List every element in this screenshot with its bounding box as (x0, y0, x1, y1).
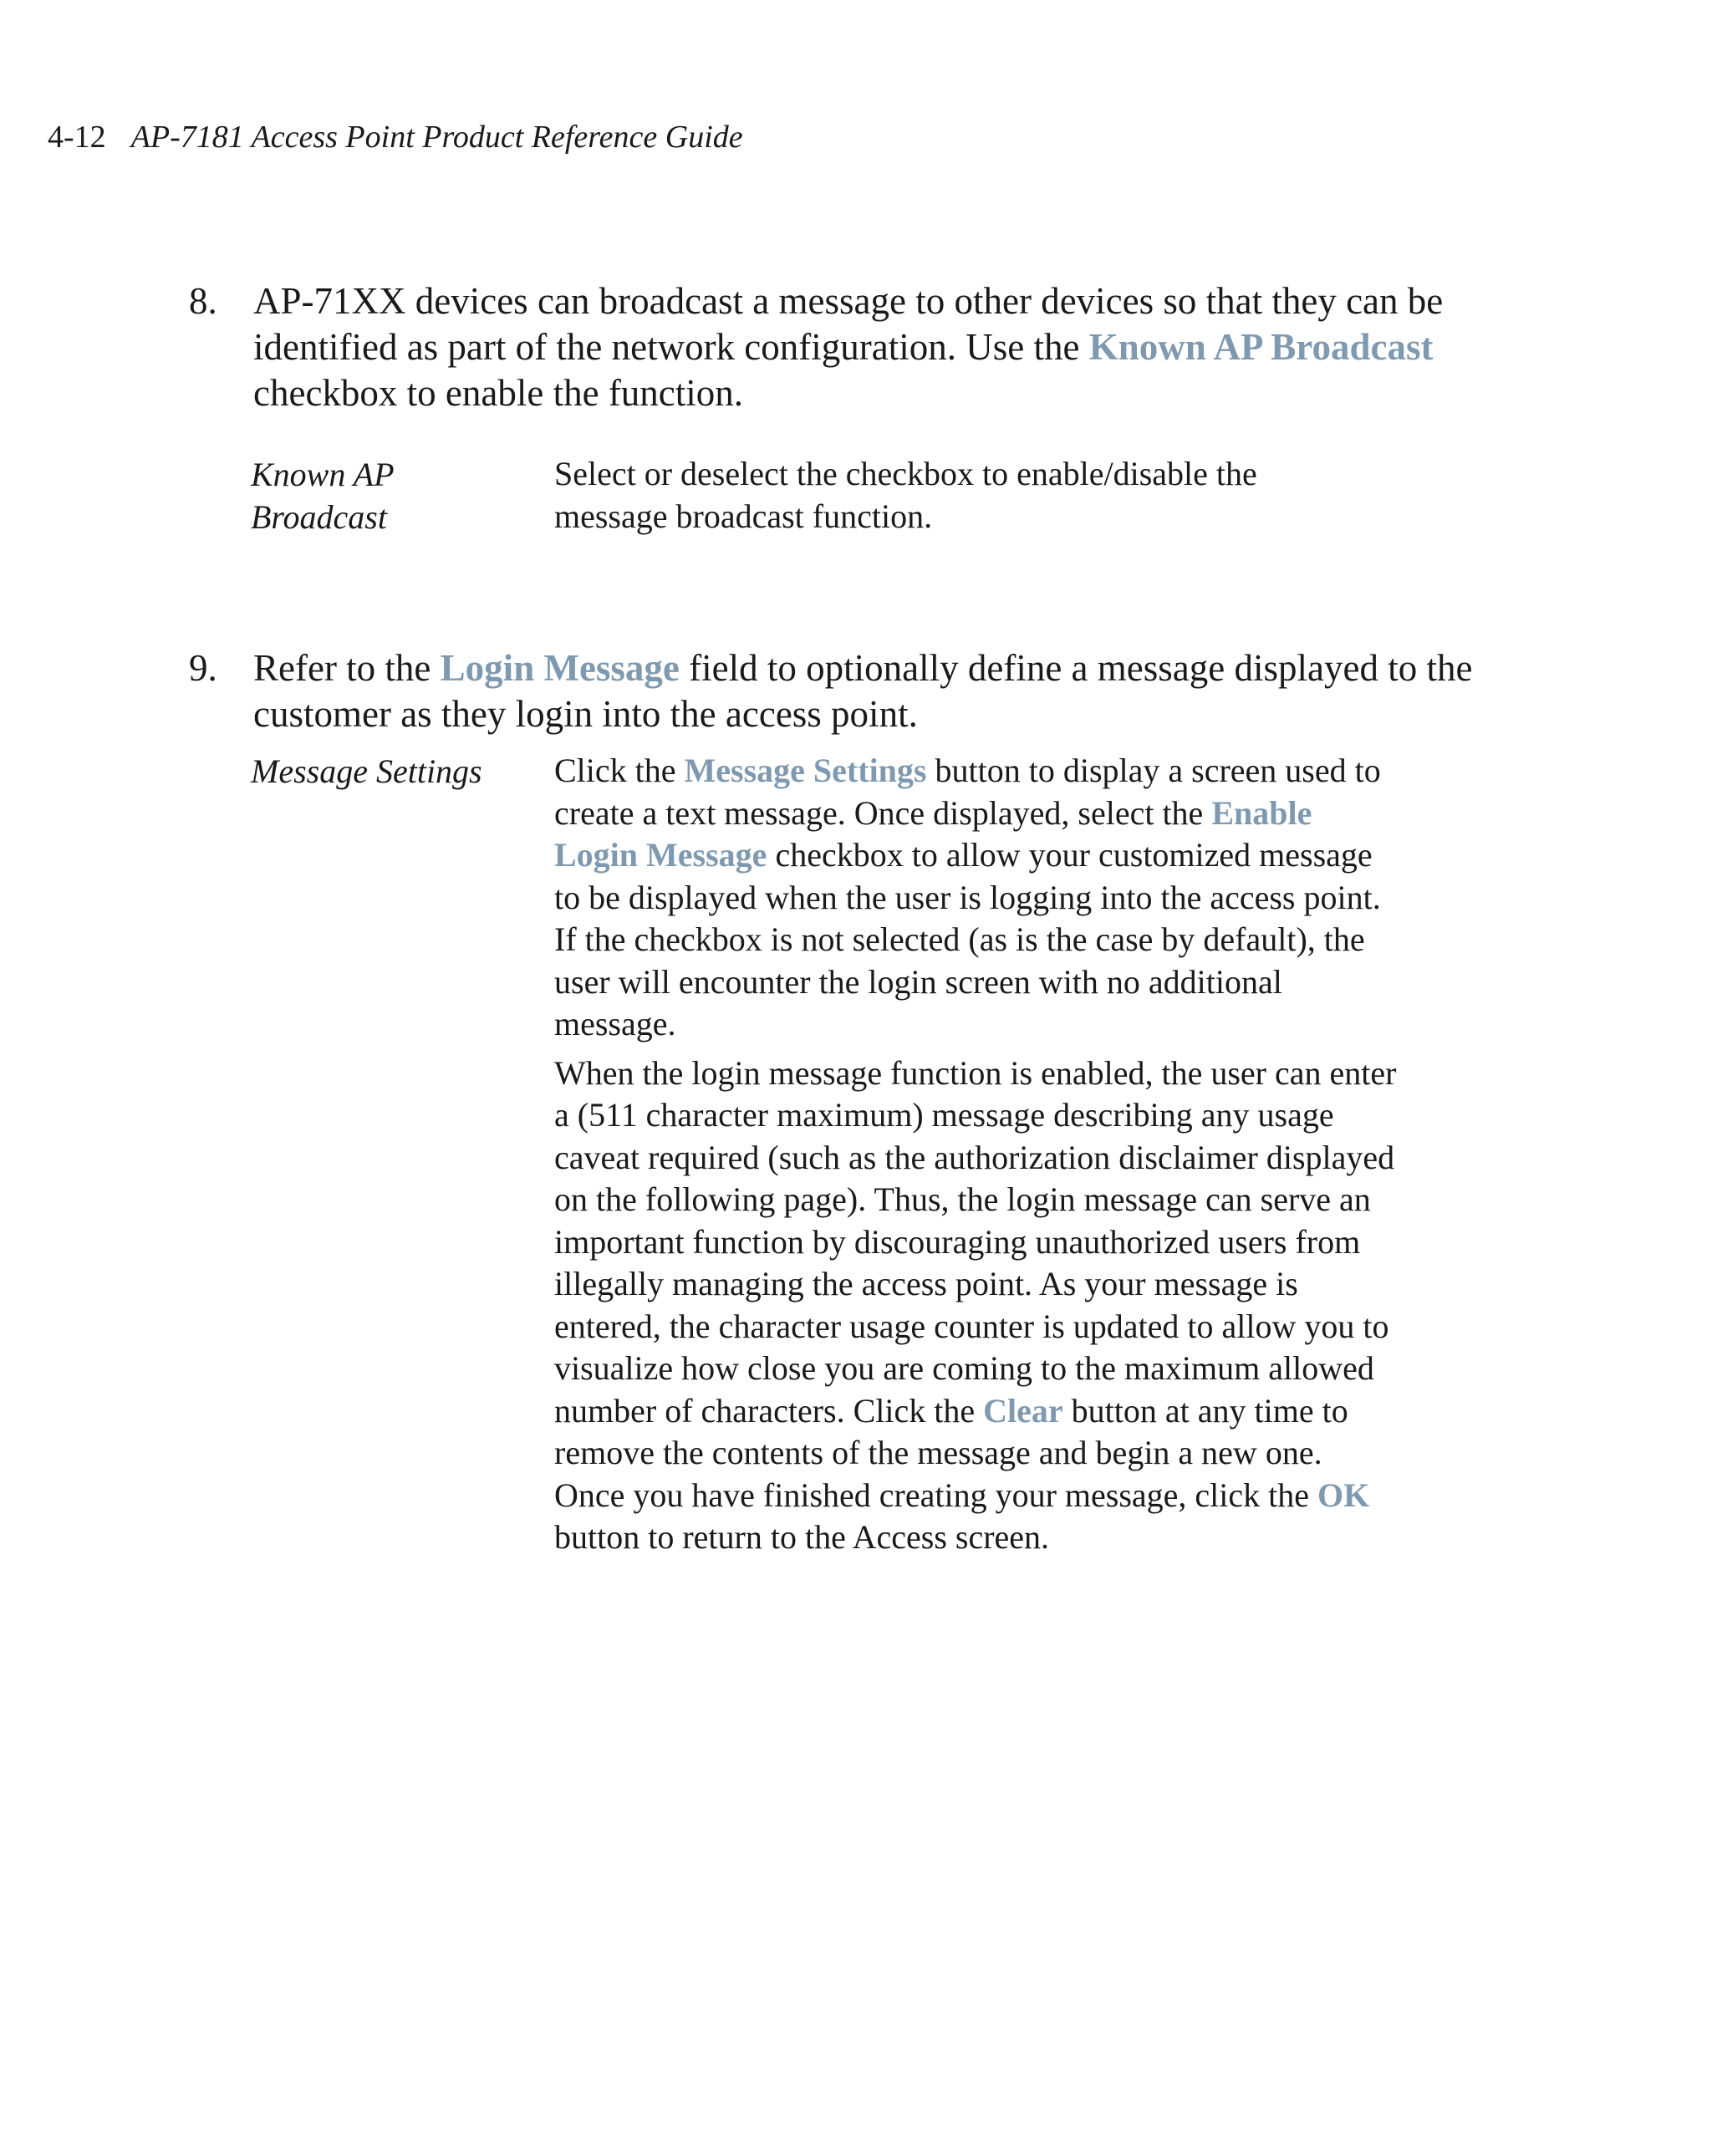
page-header (48, 115, 743, 159)
desc-text-part: button to return to the Access screen. (554, 1518, 1050, 1556)
step-text-part: Refer to the (253, 647, 441, 689)
step-text-part: checkbox to enable the function. (253, 372, 744, 414)
desc-text-part: button to display a screen used to create a text message. Once displayed, select the (554, 752, 1381, 832)
param-desc-message-settings (554, 750, 1399, 1559)
param-label-line: Known AP (251, 456, 395, 493)
param-desc-known-ap-broadcast (554, 453, 1307, 538)
desc-text-part: When the login message function is enabled, the user can enter a (511 character maximum) message describing any usage caveat required (such as the authorization disclaimer displayed on the following page). Thus, the login message can serve an important function by discouraging unauthorized users from illegally managing the access point. As your message is entered, the character usage counter is updated to allow you to visualize how close you are coming to the maximum allowed number of characters. Click the (554, 1053, 1397, 1430)
param-desc-text: Select or deselect the checkbox to enable/disable the message broadcast function. (554, 455, 1257, 535)
login-message-reference: Login Message (440, 647, 680, 689)
known-ap-broadcast-reference: Known AP Broadcast (1088, 326, 1434, 368)
message-settings-reference: Message Settings (684, 752, 927, 789)
param-label-known-ap-broadcast (251, 453, 535, 538)
param-desc-paragraph-1 (554, 750, 1399, 1046)
param-label-message-settings: Message Settings (251, 752, 482, 790)
step-number: 8. (189, 280, 217, 322)
step-text-part: AP-71XX devices can broadcast a message to other devices so that they can be identified as part of the network configuration. Use the (253, 280, 1444, 368)
param-desc-paragraph-2 (554, 1053, 1399, 1559)
step-text-part: field to optionally define a message displayed to the customer as they login into the access point. (253, 647, 1473, 735)
ok-button-reference: OK (1317, 1476, 1370, 1514)
step-text (253, 645, 1574, 737)
guide-title: AP-7181 Access Point Product Reference Guide (130, 120, 743, 155)
step-text (253, 278, 1574, 416)
page-number: 4-12 (48, 120, 106, 155)
param-label-line: Broadcast (251, 498, 387, 536)
enable-login-message-reference: Enable Login Message (554, 793, 1312, 874)
desc-text-part: Click the (554, 752, 685, 789)
step-number: 9. (189, 647, 217, 689)
clear-button-reference: Clear (983, 1391, 1063, 1430)
desc-text-part: checkbox to allow your customized message to be displayed when the user is logging into the access point. If the checkbox is not selected (as is the case by default), the user will encounter the login screen with no additional message. (554, 836, 1381, 1042)
desc-text-part: button at any time to remove the contents of the message and begin a new one. Once you have finished creating your message, click the (554, 1391, 1348, 1514)
